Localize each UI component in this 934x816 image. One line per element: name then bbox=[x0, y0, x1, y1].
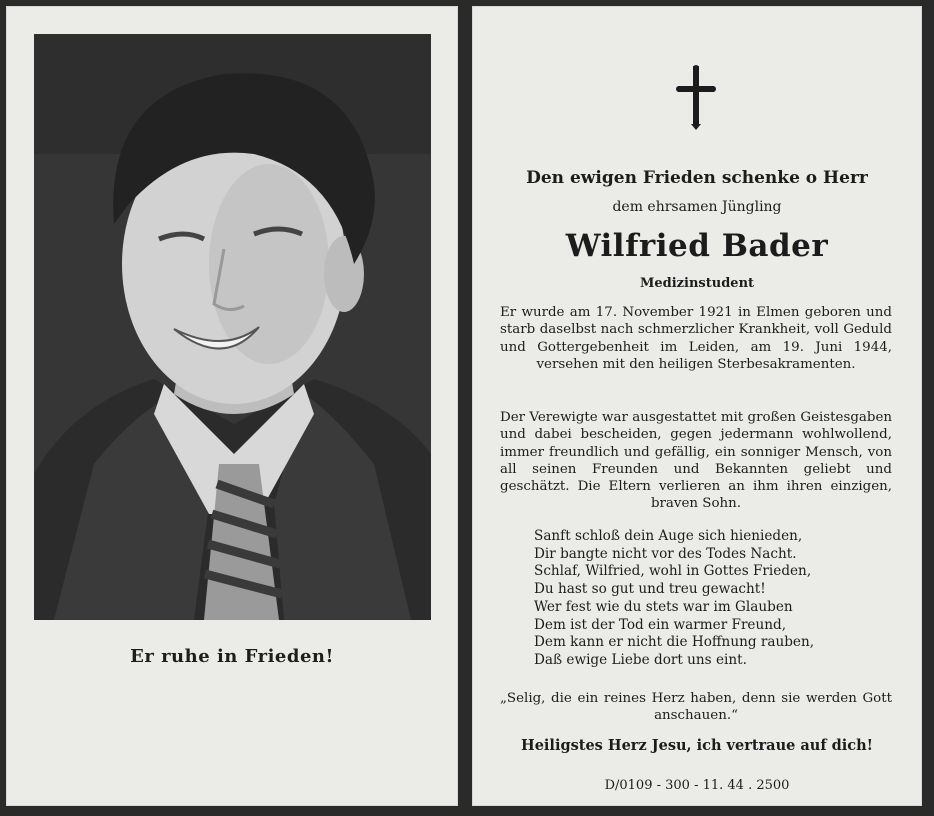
memorial-card-back bbox=[472, 6, 922, 806]
beatitude-quote: „Selig, die ein reines Herz haben, denn sie werden Gott anschauen.“ bbox=[500, 691, 892, 724]
poem-line: Dir bangte nicht vor des Todes Nacht. bbox=[534, 545, 797, 562]
closing-prayer: Heiligstes Herz Jesu, ich vertraue auf dich! bbox=[521, 737, 873, 754]
latin-cross-icon bbox=[676, 64, 716, 130]
deceased-profession: Medizinstudent bbox=[639, 276, 755, 291]
print-code: D/0109 - 300 - 11. 44 . 2500 bbox=[604, 778, 790, 793]
memorial-card-front bbox=[6, 6, 458, 806]
poem-line: Schlaf, Wilfried, wohl in Gottes Frieden, bbox=[534, 563, 812, 580]
rest-in-peace-caption: Er ruhe in Frieden! bbox=[130, 646, 334, 667]
poem-line: Dem ist der Tod ein warmer Freund, bbox=[534, 616, 787, 633]
deceased-descriptor: dem ehrsamen Jüngling bbox=[612, 199, 782, 215]
poem-line: Sanft schloß dein Auge sich hienieden, bbox=[534, 528, 803, 544]
poem-line: Wer fest wie du stets war im Glauben bbox=[534, 598, 793, 615]
memorial-poem bbox=[534, 528, 814, 670]
poem-line: Daß ewige Liebe dort uns eint. bbox=[534, 651, 747, 668]
poem-line: Dem kann er nicht die Hoffnung rauben, bbox=[534, 634, 815, 651]
poem-line: Du hast so gut und treu gewacht! bbox=[534, 581, 766, 598]
deceased-name: Wilfried Bader bbox=[565, 228, 829, 264]
dedication-heading: Den ewigen Frieden schenke o Herr bbox=[526, 168, 868, 188]
biography-paragraph: Er wurde am 17. November 1921 in Elmen geboren und starb daselbst nach schmerzlicher Krankheit, voll Geduld und Gottergebenheit im Leiden, am 19. Juni 1944, versehen mit den heiligen Sterbesakramenten. bbox=[500, 305, 892, 372]
portrait-photo bbox=[34, 34, 431, 620]
character-paragraph: Der Verewigte war ausgestattet mit großen Geistesgaben und dabei bescheiden, gegen jedermann wohlwollend, immer freundlich und gefällig, ein sonniger Mensch, von all seinen Freunden und Bekannten geliebt und geschätzt. Die Eltern verlieren an ihm ihren einzigen, braven Sohn. bbox=[500, 410, 892, 512]
